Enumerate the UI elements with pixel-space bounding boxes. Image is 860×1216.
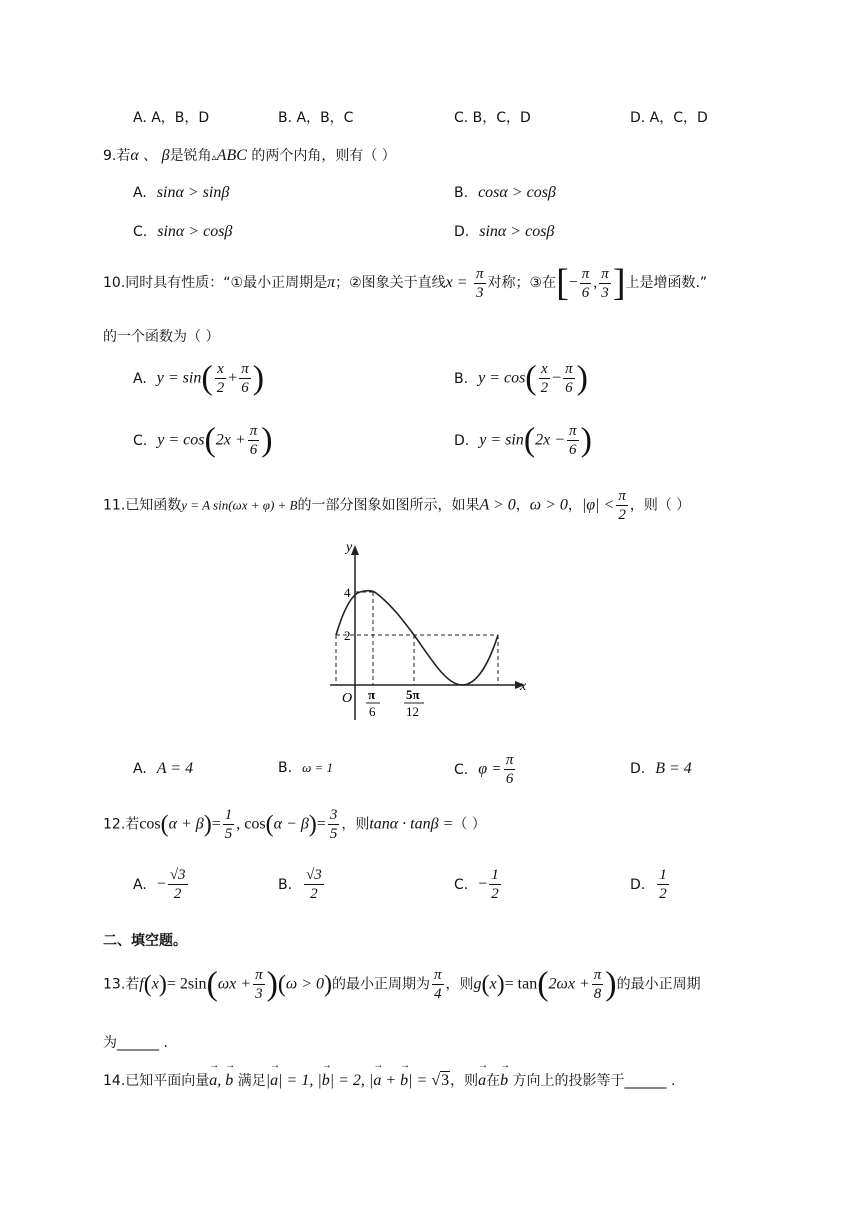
sine-curve [336, 591, 498, 685]
q9-alpha: α [130, 147, 139, 164]
q12-option-a: A. − $\frac{√3}{2}$ [133, 867, 186, 902]
section-heading-fill-in: 二、填空题。 [103, 933, 187, 949]
q10-option-b: B. y = cos( $\frac{x}{2}$ − $\frac{\pi}{6}$ ) [454, 359, 588, 397]
q11-option-a: A. A = 4 [133, 760, 194, 777]
q11-graph [320, 535, 540, 725]
q8-option-b: B. A，B，C [278, 110, 354, 126]
q10-option-c: C. y = cos(2x + $\frac{\pi}{6}$ ) [133, 421, 273, 459]
q9-option-c: C. sinα > cosβ [133, 223, 233, 240]
q11-option-b: B. ω = 1 [278, 760, 334, 776]
q10-option-a: A. y = sin( $\frac{x}{2}$ + $\frac{\pi}{6}$ ) [133, 359, 265, 397]
q9-sep: 、 [143, 148, 158, 164]
origin-label: O [342, 691, 353, 706]
q9-triangle: ▵ [211, 152, 217, 163]
q11-option-c: C. φ = $\frac{\pi}{6}$ [454, 752, 514, 787]
q8-option-d: D. A，C，D [630, 110, 708, 126]
q11-option-d: D. B = 4 [630, 760, 692, 777]
q9-beta: β [161, 147, 170, 164]
x-tick-5pi-num: 5π [406, 687, 420, 702]
q9-mid: 是锐角 [169, 148, 212, 164]
q9-option-d: D. sinα > cosβ [454, 223, 555, 240]
q11-function: y = A sin(ωx + φ) + B [181, 497, 298, 513]
y-tick-2: 2 [344, 628, 351, 643]
q10-pi: π [327, 274, 336, 291]
q12-option-d: D. $\frac{1}{2}$ [630, 867, 667, 902]
q14-stem: 14.已知平面向量→ a, → b 满足|→ a| = 1, |→ b| = 2, |→ a + → b| = √3，则→ a在→ b 方向上的投影等于______ . [103, 1070, 675, 1090]
x-tick-pi-num: π [368, 687, 376, 702]
q10-option-d: D. y = sin(2x − $\frac{\pi}{6}$ ) [454, 421, 592, 459]
q9-option-a: A. sinα > sinβ [133, 184, 230, 201]
x-tick-pi-den: 6 [369, 704, 376, 719]
q12-option-c: C. − $\frac{1}{2}$ [454, 867, 499, 902]
q8-option-a: A. A，B，D [133, 110, 210, 126]
q10-stem: 10.同时具有性质：“①最小正周期是π；②图象关于直线x = $\frac{\pi}{3}$ 对称；③在[− $\frac{\pi}{6}$ , $\frac{\pi}{3}$ ]上是增函数.” [103, 262, 708, 304]
q9-suffix: 的两个内角，则有（ ） [251, 148, 396, 164]
q10-prefix: 10.同时具有性质：“①最小正周期是 [103, 275, 328, 291]
q12-option-b: B. $\frac{√3}{2}$ [278, 867, 322, 902]
y-tick-4: 4 [344, 585, 351, 600]
q8-option-c: C. B，C，D [454, 110, 531, 126]
q13-line2: 为______ . [103, 1035, 168, 1051]
y-axis-label: y [346, 540, 353, 555]
q9-prefix: 9.若 [103, 148, 131, 164]
q11-stem: 11.已知函数y = A sin(ωx + φ) + B的一部分图象如图所示，如果A > 0，ω > 0，|φ| < $\frac{\pi}{2}$ ，则（ ） [103, 488, 691, 523]
q10-line2: 的一个函数为（ ） [103, 329, 220, 345]
q9-abc: ABC [216, 147, 247, 164]
q12-stem: 12.若cos(α + β)= $\frac{1}{5}$ , cos(α − β)= $\frac{3}{5}$ ，则tanα · tanβ =（ ） [103, 807, 486, 842]
x-tick-5pi-den: 12 [406, 704, 419, 719]
q10-fraction-pi-3: $\frac{\pi}{3}$ [476, 265, 484, 301]
q9-option-b: B. cosα > cosβ [454, 184, 556, 201]
q13-stem: 13.若f(x)= 2sin(ωx + $\frac{\pi}{3}$ )(ω > 0)的最小正周期为 $\frac{\pi}{4}$ ，则g(x)= tan(2ωx + $\frac{\pi}{8}$ )的最小正周期 [103, 965, 701, 1003]
q9-stem [103, 145, 396, 165]
x-axis-label: x [520, 679, 527, 694]
